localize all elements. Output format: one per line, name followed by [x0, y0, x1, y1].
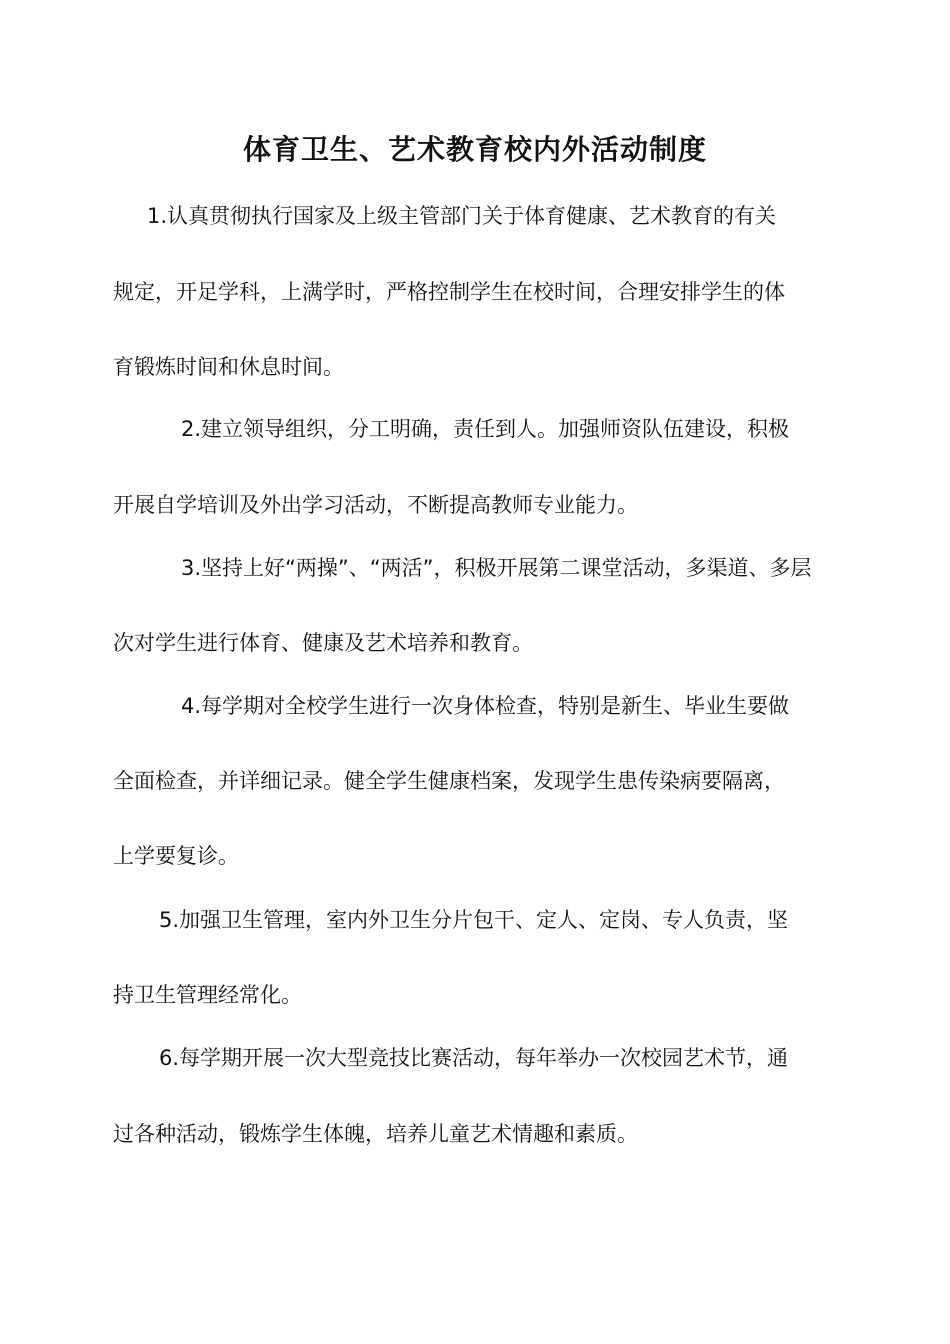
paragraph-1-line-3: 育锻炼时间和休息时间。 — [113, 355, 344, 379]
paragraph-5-line-2: 持卫生管理经常化。 — [113, 983, 302, 1007]
paragraph-2-line-1: 2.建立领导组织，分工明确，责任到人。加强师资队伍建设，积极 — [181, 417, 790, 441]
paragraph-3-line-1: 3.坚持上好“两操”、“两活”，积极开展第二课堂活动，多渠道、多层 — [181, 556, 812, 580]
paragraph-2-line-2: 开展自学培训及外出学习活动，不断提高教师专业能力。 — [113, 493, 638, 517]
paragraph-1-line-2: 规定，开足学科，上满学时，严格控制学生在校时间，合理安排学生的体 — [113, 280, 785, 304]
paragraph-4-line-1: 4.每学期对全校学生进行一次身体检查，特别是新生、毕业生要做 — [181, 694, 790, 718]
document-title: 体育卫生、艺术教育校内外活动制度 — [242, 133, 707, 166]
paragraph-1-line-1: 1.认真贯彻执行国家及上级主管部门关于体育健康、艺术教育的有关 — [147, 204, 777, 228]
paragraph-6-line-2: 过各种活动，锻炼学生体魄，培养儿童艺术情趣和素质。 — [113, 1122, 638, 1146]
paragraph-5-line-1: 5.加强卫生管理，室内外卫生分片包干、定人、定岗、专人负责，坚 — [159, 908, 789, 932]
paragraph-4-line-3: 上学要复诊。 — [113, 844, 239, 868]
paragraph-4-line-2: 全面检查，并详细记录。健全学生健康档案，发现学生患传染病要隔离， — [113, 769, 785, 793]
paragraph-3-line-2: 次对学生进行体育、健康及艺术培养和教育。 — [113, 631, 533, 655]
paragraph-6-line-1: 6.每学期开展一次大型竞技比赛活动，每年举办一次校园艺术节，通 — [159, 1046, 789, 1070]
